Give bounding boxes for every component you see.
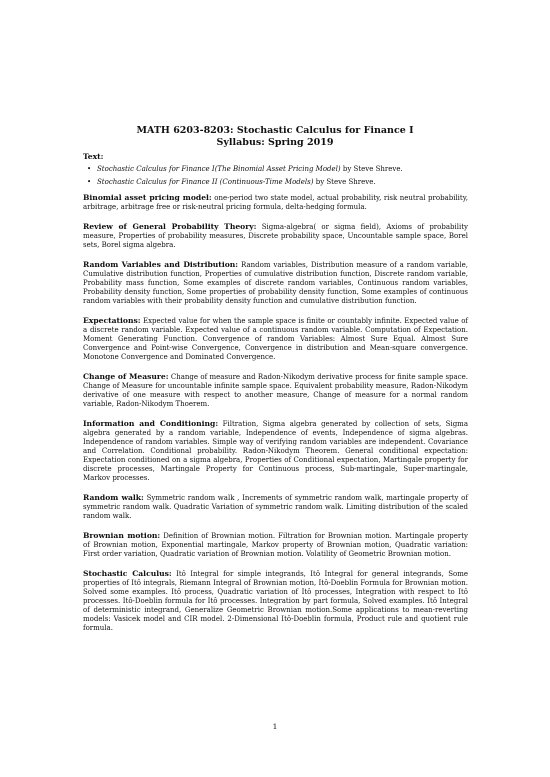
section-heading: Stochastic Calculus: — [83, 569, 172, 578]
section-body: Change of measure and Radon-Nikodym derivative process for finite sample space. Change of Measure for uncountable infinite sample space. Equivalent probability measure, Radon-Nikodym derivative of one measure with respect to another measure, Change of measure for a normal random variable, Radon-Nikodym Thoerem. — [83, 373, 468, 408]
section-heading: Expectations: — [83, 316, 141, 325]
title-block — [0, 125, 550, 149]
bullet-icon: • — [87, 178, 92, 186]
section-body: Itô Integral for simple integrands, Itô Integral for general integrands, Some properties of Itô integrals, Riemann Integral of Brownian motion, Itô-Doeblin Formula for Brownian motion. Solved some examples. Itô process, Quadratic variation of Itô processes, Integration with respect to Itô processes. Itô-Doeblin formula for Itô processes. Integration by part formula, Solved examples. Itô Integral of deterministic integrand, Generalize Geometric Brownian motion.Some applications to mean-reverting models: Vasicek model and CIR model. 2-Dimensional Itô-Doeblin formula, Product rule and quotient rule formula. — [83, 570, 468, 632]
section-information-conditioning — [83, 419, 468, 483]
textbook-item — [83, 178, 468, 187]
textbook-author: by Steve Shreve. — [340, 165, 403, 173]
textbook-title: Stochastic Calculus for Finance I(The Binomial Asset Pricing Model) — [97, 165, 341, 173]
section-random-variables — [83, 260, 468, 306]
section-stochastic-calculus — [83, 569, 468, 633]
text-label: Text: — [83, 152, 104, 161]
bullet-icon: • — [87, 165, 92, 173]
section-heading: Binomial asset pricing model: — [83, 193, 212, 202]
section-heading: Random Variables and Distribution: — [83, 260, 239, 269]
section-brownian-motion — [83, 531, 468, 559]
section-heading: Random walk: — [83, 493, 144, 502]
section-expectations — [83, 316, 468, 362]
syllabus-content — [83, 152, 468, 643]
section-random-walk — [83, 493, 468, 521]
course-title: MATH 6203-8203: Stochastic Calculus for Finance I — [136, 125, 414, 136]
section-body: Symmetric random walk , Increments of symmetric random walk, martingale property of symmetric random walk. Quadratic Variation of symmetric random walk. Limiting distribution of the scaled random walk. — [83, 494, 468, 520]
section-heading: Change of Measure: — [83, 372, 169, 381]
textbook-author: by Steve Shreve. — [313, 178, 376, 186]
textbook-title: Stochastic Calculus for Finance II (Continuous-Time Models) — [97, 178, 314, 186]
syllabus-subtitle: Syllabus: Spring 2019 — [216, 137, 334, 148]
section-body: Expected value for when the sample space is finite or countably infinite. Expected value of a discrete random variable. Expected value of a continuous random variable. Computation of Expectation. Moment Generating Function. Convergence of random Variables: Almost Sure Equal. Almost Sure Convergence and Point-wise Convergence, Convergence in distribution and Mean-square convergence. Monotone Convergence and Dominated Convergence. — [83, 317, 468, 361]
section-heading: Information and Conditioning: — [83, 419, 219, 428]
section-probability-review — [83, 222, 468, 250]
page-number: 1 — [272, 722, 278, 731]
section-body: Random variables, Distribution measure of a random variable, Cumulative distribution function, Properties of cumulative distribution function, Discrete random variable, Probability mass function, Some examples of discrete random variables, Continuous random variables, Probability density function, Some properties of probability density function, Some examples of continuous random variables with their probability density function and cumulative distribution function. — [83, 261, 468, 305]
section-heading: Review of General Probability Theory: — [83, 222, 257, 231]
section-heading: Brownian motion: — [83, 531, 161, 540]
section-binomial-model — [83, 193, 468, 212]
section-body: Sigma-algebra( or sigma field), Axioms of probability measure, Properties of probability measures, Discrete probability space, Uncountable sample space, Borel sets, Borel sigma algebra. — [83, 223, 468, 249]
section-change-of-measure — [83, 372, 468, 409]
section-body: one-period two state model, actual probability, risk neutral probability, arbitrage, arbitrage free or risk-neutral pricing formula, delta-hedging formula. — [83, 194, 468, 211]
textbook-list — [83, 165, 468, 187]
textbook-item — [83, 165, 468, 174]
section-body: Filtration, Sigma algebra generated by collection of sets, Sigma algebra generated by a random variable, Independence of events, Independence of sigma algebras. Independence of random variables. Simple way of verifying random variables are independent. Covariance and Correlation. Conditional probability. Radon-Nikodym Theorem. General conditional expectation: Expectation conditioned on a sigma algebra, Properties of Conditional expectation, Martingale property for discrete processes, Martingale Property for Continuous process, Sub-martingale, Super-martingale, Markov processes. — [83, 420, 468, 482]
section-body: Definition of Brownian motion. Filtration for Brownian motion. Martingale property of Brownian motion, Exponential martingale, Markov property of Brownian motion, Quadratic variation: First order variation, Quadratic variation of Brownian motion. Volatility of Geometric Brownian motion. — [83, 532, 468, 558]
